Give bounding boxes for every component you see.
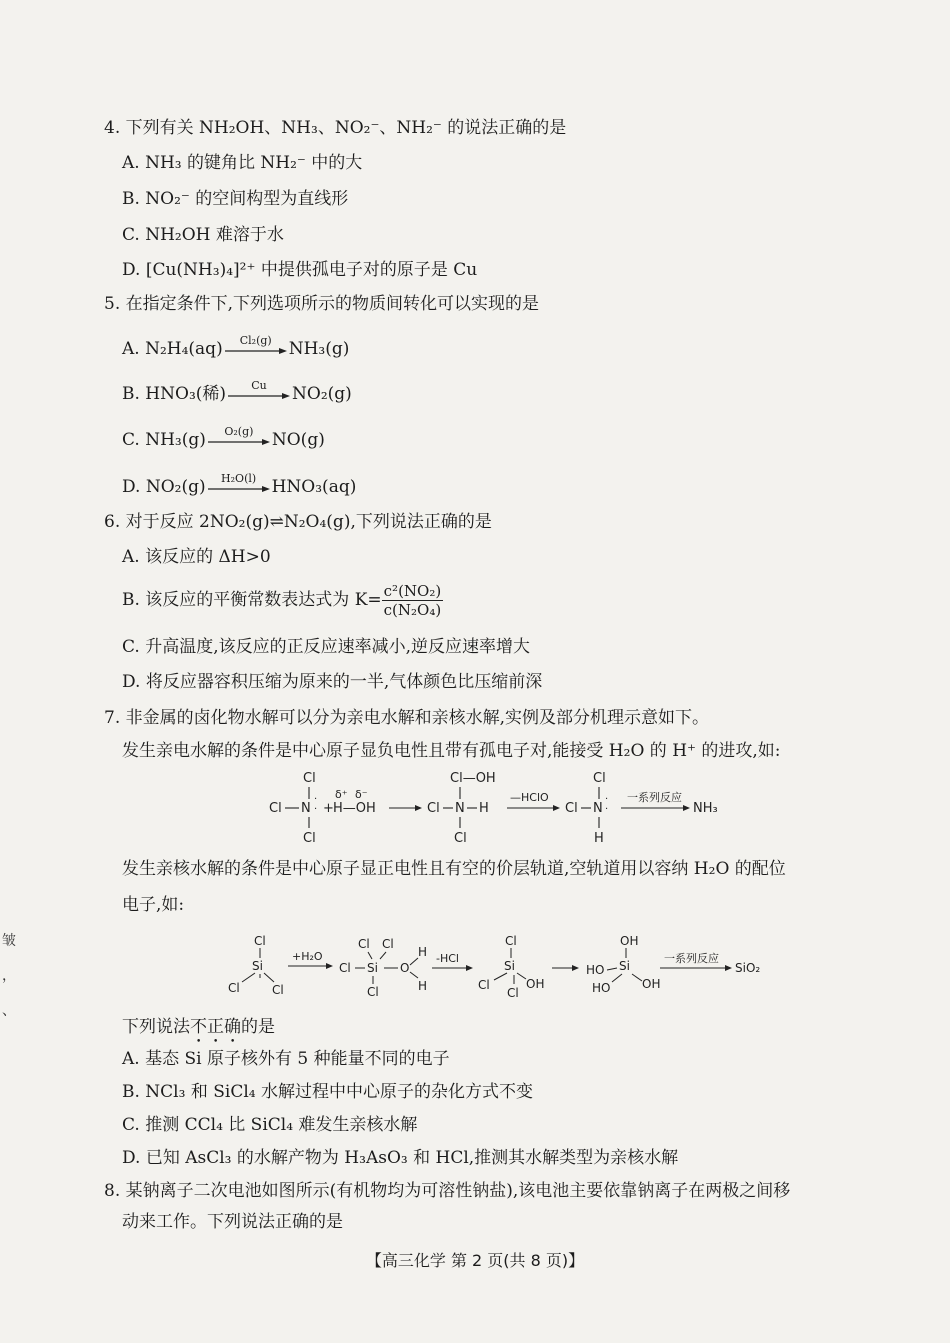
q5-d-condition: H₂O(l) <box>221 471 257 485</box>
hypochlorous-group: Cl—OH <box>450 771 496 786</box>
q5-c-reactant: C. NH₃(g) <box>122 430 206 450</box>
atom-label: Cl <box>272 983 284 997</box>
q7-ask-suffix: 的是 <box>241 1017 275 1037</box>
atom-label: Cl <box>593 771 606 786</box>
svg-text:·: · <box>605 804 609 815</box>
q6-option-d: D. 将反应器容积压缩为原来的一半,气体颜色比压缩前深 <box>122 672 543 692</box>
q4-option-c: C. NH₂OH 难溶于水 <box>122 225 284 245</box>
hydroxyl-label: OH <box>620 934 639 948</box>
q5-d-reactant: D. NO₂(g) <box>122 477 206 497</box>
fraction-denominator: c(N₂O₄) <box>383 601 442 619</box>
q7-option-b: B. NCl₃ 和 SiCl₄ 水解过程中中心原子的杂化方式不变 <box>122 1082 533 1102</box>
atom-label: Cl <box>507 986 519 1000</box>
mech2-condition-2: -HCl <box>436 952 459 965</box>
q6-b-prefix: B. 该反应的平衡常数表达式为 K= <box>122 590 382 610</box>
plus-sign: + <box>323 801 334 816</box>
atom-label: Cl <box>358 937 370 951</box>
hydroxyl-label: HO <box>586 963 605 977</box>
q6-stem: 6. 对于反应 2NO₂(g)⇌N₂O₄(g),下列说法正确的是 <box>104 512 492 532</box>
q7-ask-prefix: 下列说法 <box>122 1017 190 1037</box>
q5-b-reactant: B. HNO₃(稀) <box>122 384 227 404</box>
q5-a-product: NH₃(g) <box>288 339 350 359</box>
q8-stem-line-2: 动来工作。下列说法正确的是 <box>122 1212 343 1232</box>
equilibrium-fraction <box>382 582 444 619</box>
q8-stem-line-1: 8. 某钠离子二次电池如图所示(有机物均为可溶性钠盐),该电池主要依靠钠离子在两极之间移 <box>104 1181 791 1201</box>
mech2-condition-3: 一系列反应 <box>664 952 719 965</box>
q5-option-a <box>122 333 350 361</box>
ncl3-mechanism-diagram <box>255 768 775 848</box>
atom-label: Si <box>367 961 378 975</box>
mech1-condition-2: 一系列反应 <box>627 791 682 804</box>
atom-label: N <box>301 801 311 816</box>
atom-label: Si <box>619 959 630 973</box>
atom-label: H <box>418 945 428 959</box>
q5-c-condition: O₂(g) <box>224 424 254 438</box>
atom-label: Cl <box>454 831 467 846</box>
q7-option-c: C. 推测 CCl₄ 比 SiCl₄ 难发生亲核水解 <box>122 1115 418 1135</box>
hydroxyl-label: OH <box>642 977 661 991</box>
svg-text:·: · <box>605 794 609 805</box>
q5-b-product: NO₂(g) <box>292 384 352 404</box>
q4-stem: 4. 下列有关 NH₂OH、NH₃、NO₂⁻、NH₂⁻ 的说法正确的是 <box>104 118 567 138</box>
q5-option-d <box>122 471 357 499</box>
mech2-condition-1: +H₂O <box>292 950 323 963</box>
atom-label: H <box>418 979 428 993</box>
ammonia-label: NH₃ <box>693 801 718 816</box>
mech1-condition-1: —HClO <box>510 791 549 804</box>
atom-label: Cl <box>339 961 351 975</box>
atom-label: Cl <box>505 934 517 948</box>
atom-label: Cl <box>367 985 379 999</box>
q6-option-b <box>122 580 443 620</box>
atom-label: Cl <box>478 978 490 992</box>
atom-label: Cl <box>228 981 240 995</box>
q6-option-c: C. 升高温度,该反应的正反应速率减小,逆反应速率增大 <box>122 637 531 657</box>
q6-option-a: A. 该反应的 ΔH>0 <box>122 547 271 567</box>
water-label: H—OH <box>333 801 376 816</box>
margin-mark: 、 <box>2 1003 16 1019</box>
silica-label: SiO₂ <box>735 961 761 975</box>
margin-mark: 皱 <box>2 933 16 949</box>
atom-label: Cl <box>382 937 394 951</box>
q7-option-d: D. 已知 AsCl₃ 的水解产物为 H₃AsO₃ 和 HCl,推测其水解类型为亲核水解 <box>122 1148 679 1168</box>
atom-label: Si <box>252 959 263 973</box>
atom-label: O <box>400 961 410 975</box>
reaction-arrow-icon <box>228 378 290 406</box>
atom-label: Cl <box>303 831 316 846</box>
q7-ask-emphasis: 不正确 <box>190 1017 241 1037</box>
q5-a-condition: Cl₂(g) <box>239 333 272 347</box>
q5-c-product: NO(g) <box>271 430 325 450</box>
q5-a-reactant: A. N₂H₄(aq) <box>122 339 223 359</box>
q7-option-a: A. 基态 Si 原子核外有 5 种能量不同的电子 <box>122 1049 450 1069</box>
svg-text:·: · <box>314 804 318 815</box>
q7-question-prompt <box>122 1016 275 1047</box>
atom-label: N <box>593 801 603 816</box>
atom-label: Cl <box>427 801 440 816</box>
atom-label: H <box>594 831 604 846</box>
reaction-arrow-icon <box>225 333 287 361</box>
q4-option-a: A. NH₃ 的键角比 NH₂⁻ 中的大 <box>122 153 363 173</box>
partial-positive-label: δ⁺ <box>335 788 348 801</box>
atom-label: Si <box>504 959 515 973</box>
q5-d-product: HNO₃(aq) <box>271 477 357 497</box>
atom-label: H <box>479 801 489 816</box>
q7-electrophilic-paragraph: 发生亲电水解的条件是中心原子显负电性且带有孤电子对,能接受 H₂O 的 H⁺ 的进攻,如: <box>122 741 781 761</box>
svg-text:·: · <box>314 794 318 805</box>
atom-label: Cl <box>565 801 578 816</box>
sicl4-mechanism-diagram <box>222 932 782 1004</box>
q7-nucleophilic-paragraph-2: 电子,如: <box>122 895 185 915</box>
q5-b-condition: Cu <box>251 378 267 392</box>
page-footer: 【高三化学 第 2 页(共 8 页)】 <box>365 1251 585 1270</box>
margin-mark: ， <box>2 968 16 984</box>
q7-stem: 7. 非金属的卤化物水解可以分为亲电水解和亲核水解,实例及部分机理示意如下。 <box>104 708 710 728</box>
q7-nucleophilic-paragraph-1: 发生亲核水解的条件是中心原子显正电性且有空的价层轨道,空轨道用以容纳 H₂O 的配位 <box>122 859 786 879</box>
partial-negative-label: δ⁻ <box>355 788 368 801</box>
q5-option-c <box>122 424 325 452</box>
q5-stem: 5. 在指定条件下,下列选项所示的物质间转化可以实现的是 <box>104 294 540 314</box>
hydroxyl-label: OH <box>526 977 545 991</box>
reaction-arrow-icon <box>208 471 270 499</box>
atom-label: Cl <box>303 771 316 786</box>
q5-option-b <box>122 378 352 406</box>
atom-label: Cl <box>269 801 282 816</box>
q4-option-b: B. NO₂⁻ 的空间构型为直线形 <box>122 189 349 209</box>
atom-label: Cl <box>254 934 266 948</box>
reaction-arrow-icon <box>208 424 270 452</box>
hydroxyl-label: HO <box>592 981 611 995</box>
atom-label: N <box>455 801 465 816</box>
q4-option-d: D. [Cu(NH₃)₄]²⁺ 中提供孤电子对的原子是 Cu <box>122 260 478 280</box>
fraction-numerator: c²(NO₂) <box>383 582 442 600</box>
